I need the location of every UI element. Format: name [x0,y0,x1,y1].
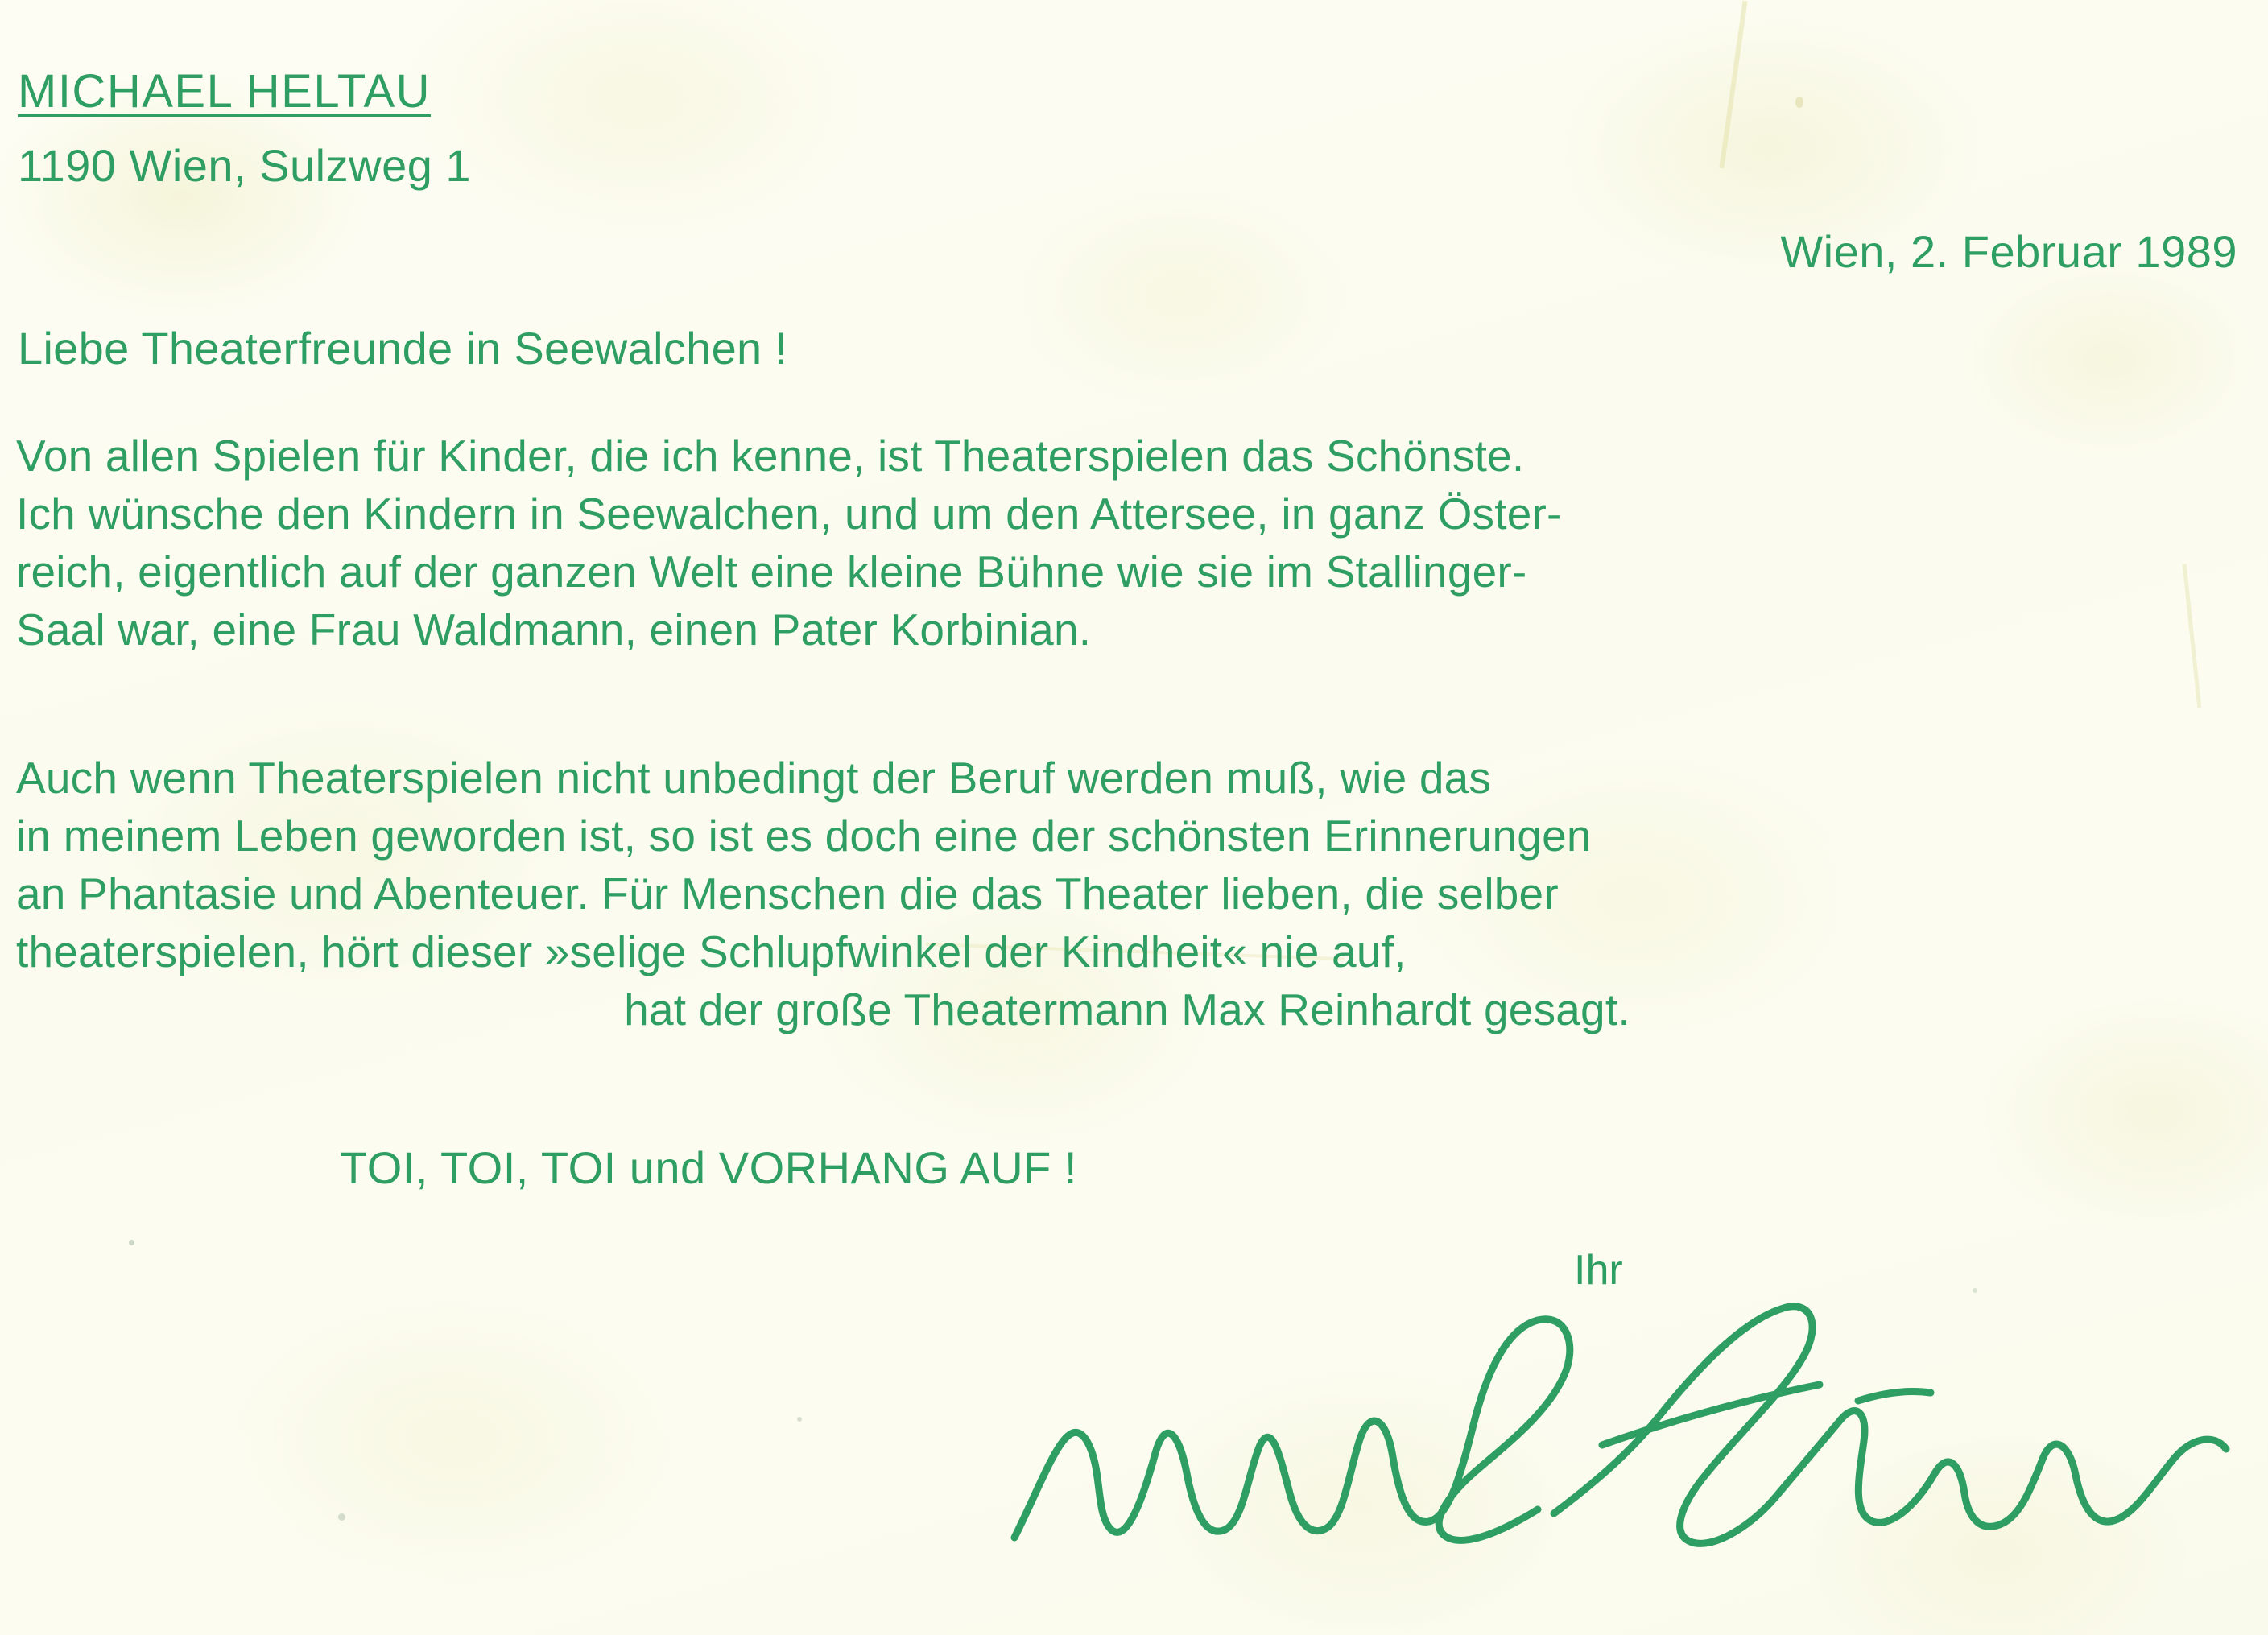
paragraph-line: reich, eigentlich auf der ganzen Welt eine kleine Bühne wie sie im Stallinger- [16,547,1527,597]
dateline: Wien, 2. Februar 1989 [1780,226,2237,277]
letterhead-name: MICHAEL HELTAU [18,65,432,118]
paragraph-line: theaterspielen, hört dieser »selige Schlupfwinkel der Kindheit« nie auf, [16,927,1407,976]
closing-exclamation: TOI, TOI, TOI und VORHANG AUF ! [340,1142,1077,1193]
paragraph-one [16,427,2254,659]
paragraph-line: Saal war, eine Frau Waldmann, einen Pater Korbinian. [16,605,1092,654]
paragraph-two [16,749,2254,1038]
paragraph-line: in meinem Leben geworden ist, so ist es doch eine der schönsten Erinnerungen [16,811,1592,861]
letterhead [18,64,984,192]
paragraph-line: Auch wenn Theaterspielen nicht unbedingt der Beruf werden muß, wie das [16,753,1492,803]
salutation: Liebe Theaterfreunde in Seewalchen ! [18,323,788,374]
paragraph-line: hat der große Theatermann Max Reinhardt gesagt. [624,985,1630,1034]
paragraph-line: Von allen Spielen für Kinder, die ich kenne, ist Theaterspielen das Schönste. [16,431,1525,481]
paragraph-line: Ich wünsche den Kindern in Seewalchen, und um den Attersee, in ganz Öster- [16,489,1562,539]
signoff: Ihr [1574,1247,1623,1294]
paragraph-line: an Phantasie und Abenteuer. Für Menschen die das Theater lieben, die selber [16,869,1559,919]
handwritten-signature [990,1272,2246,1594]
letterhead-address: 1190 Wien, Sulzweg 1 [18,140,472,191]
